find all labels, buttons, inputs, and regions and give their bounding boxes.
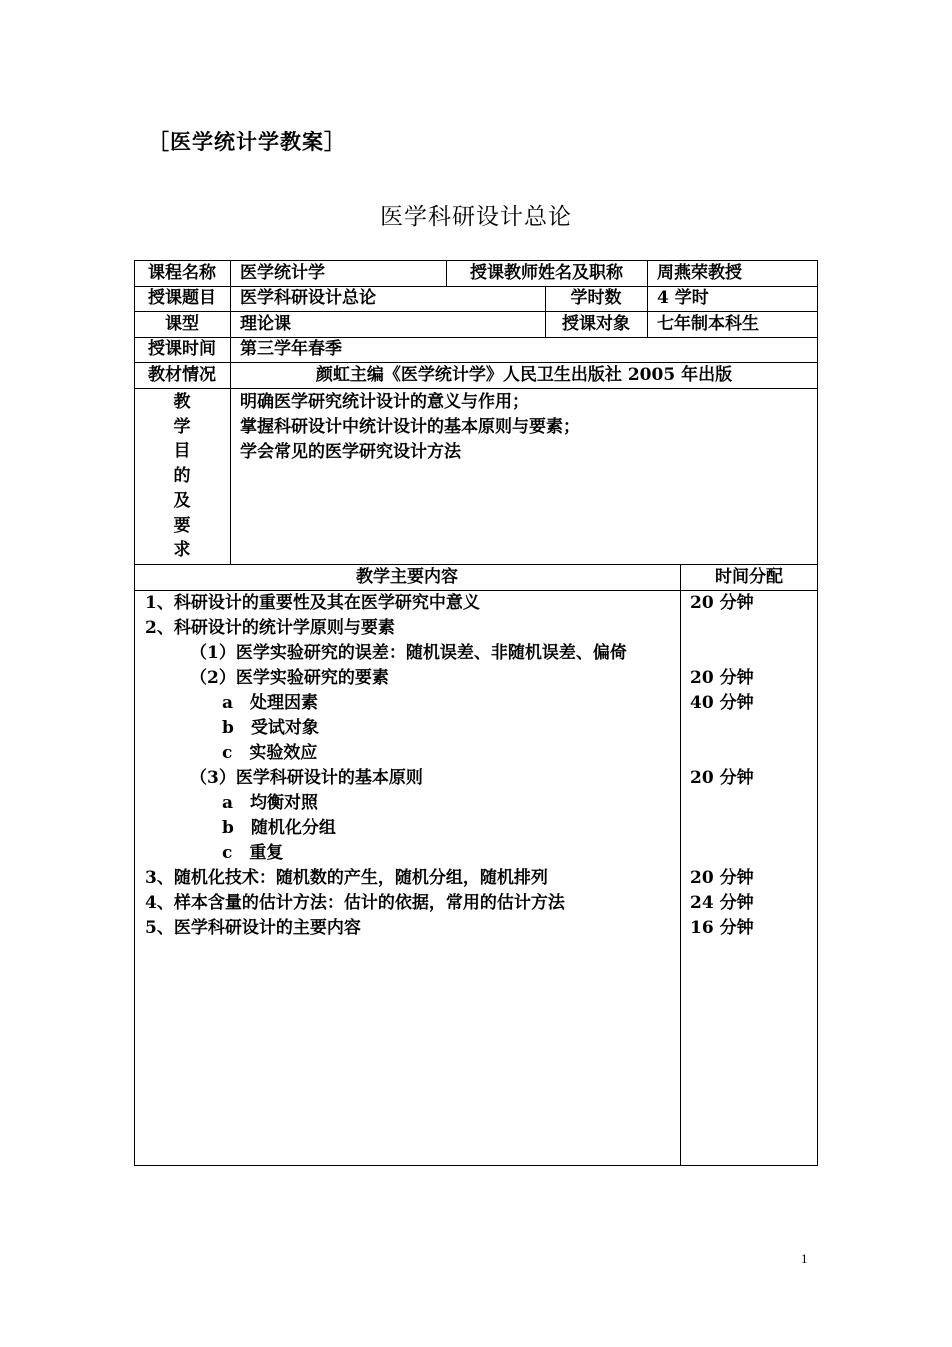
time-allocation-item: 24 分钟 — [690, 893, 754, 913]
time-allocation-item — [690, 816, 754, 841]
page-title: 医学科研设计总论 — [380, 204, 572, 230]
content-item: 2、科研设计的统计学原则与要素 — [145, 618, 395, 638]
content-list — [145, 591, 627, 941]
content-item: a 处理因素 — [222, 693, 319, 713]
page-number: 1 — [801, 1251, 808, 1266]
time-allocation-item — [690, 641, 754, 666]
time-allocation-item: 20 分钟 — [690, 668, 754, 688]
type-label: 课型 — [165, 314, 199, 334]
audience-label: 授课对象 — [562, 314, 630, 334]
column-divider — [680, 564, 681, 1166]
column-divider — [647, 260, 648, 337]
content-item: b 随机化分组 — [222, 818, 336, 838]
teacher-label: 授课教师姓名及职称 — [470, 263, 623, 283]
content-item: （1）医学实验研究的误差：随机误差、非随机误差、偏倚 — [190, 643, 627, 663]
content-item: （2）医学实验研究的要素 — [190, 668, 389, 688]
time-allocation-item: 20 分钟 — [690, 868, 754, 888]
type-value: 理论课 — [240, 314, 291, 334]
hours-label: 学时数 — [570, 288, 622, 308]
time-allocation-item — [690, 791, 754, 816]
time-value: 第三学年春季 — [240, 339, 342, 359]
time-allocation-list — [690, 591, 754, 941]
row-divider — [134, 337, 818, 338]
content-item: c 实验效应 — [222, 743, 318, 763]
teacher-value: 周燕荣教授 — [657, 263, 742, 283]
content-item: b 受试对象 — [222, 718, 319, 738]
time-allocation-header: 时间分配 — [715, 567, 783, 587]
time-allocation-item — [690, 841, 754, 866]
textbook-label: 教材情况 — [148, 365, 216, 385]
time-label: 授课时间 — [148, 339, 216, 359]
objectives-label: 教 学 目 的 及 要 求 — [173, 392, 191, 561]
objectives-list — [240, 390, 580, 465]
time-allocation-item — [690, 741, 754, 766]
time-allocation-item — [690, 716, 754, 741]
topic-value: 医学科研设计总论 — [240, 288, 376, 308]
row-divider — [134, 286, 818, 287]
content-header: 教学主要内容 — [356, 567, 458, 587]
textbook-value: 颜虹主编《医学统计学》人民卫生出版社 2005 年出版 — [315, 365, 733, 385]
document-header: ［医学统计学教案］ — [148, 130, 346, 154]
course-name-label: 课程名称 — [148, 263, 216, 283]
content-item: 4、样本含量的估计方法：估计的依据，常用的估计方法 — [145, 893, 565, 913]
content-item: a 均衡对照 — [222, 793, 319, 813]
content-item: 5、医学科研设计的主要内容 — [145, 918, 361, 938]
course-name-value: 医学统计学 — [240, 263, 325, 283]
column-divider — [230, 260, 231, 564]
row-divider — [134, 388, 818, 389]
time-allocation-item: 20 分钟 — [690, 593, 754, 613]
content-item: 1、科研设计的重要性及其在医学研究中意义 — [145, 593, 480, 613]
content-item: （3）医学科研设计的基本原则 — [190, 768, 423, 788]
objective-item: 明确医学研究统计设计的意义与作用； — [240, 392, 529, 412]
time-allocation-item — [690, 616, 754, 641]
objective-item: 学会常见的医学研究设计方法 — [240, 442, 461, 462]
objective-item: 掌握科研设计中统计设计的基本原则与要素； — [240, 417, 580, 437]
audience-value: 七年制本科生 — [657, 314, 759, 334]
time-allocation-item: 40 分钟 — [690, 693, 754, 713]
content-item: c 重复 — [222, 843, 284, 863]
topic-label: 授课题目 — [148, 288, 216, 308]
hours-value: 4 学时 — [657, 288, 709, 308]
time-allocation-item: 16 分钟 — [690, 918, 754, 938]
content-item: 3、随机化技术：随机数的产生，随机分组，随机排列 — [145, 868, 548, 888]
time-allocation-item: 20 分钟 — [690, 768, 754, 788]
